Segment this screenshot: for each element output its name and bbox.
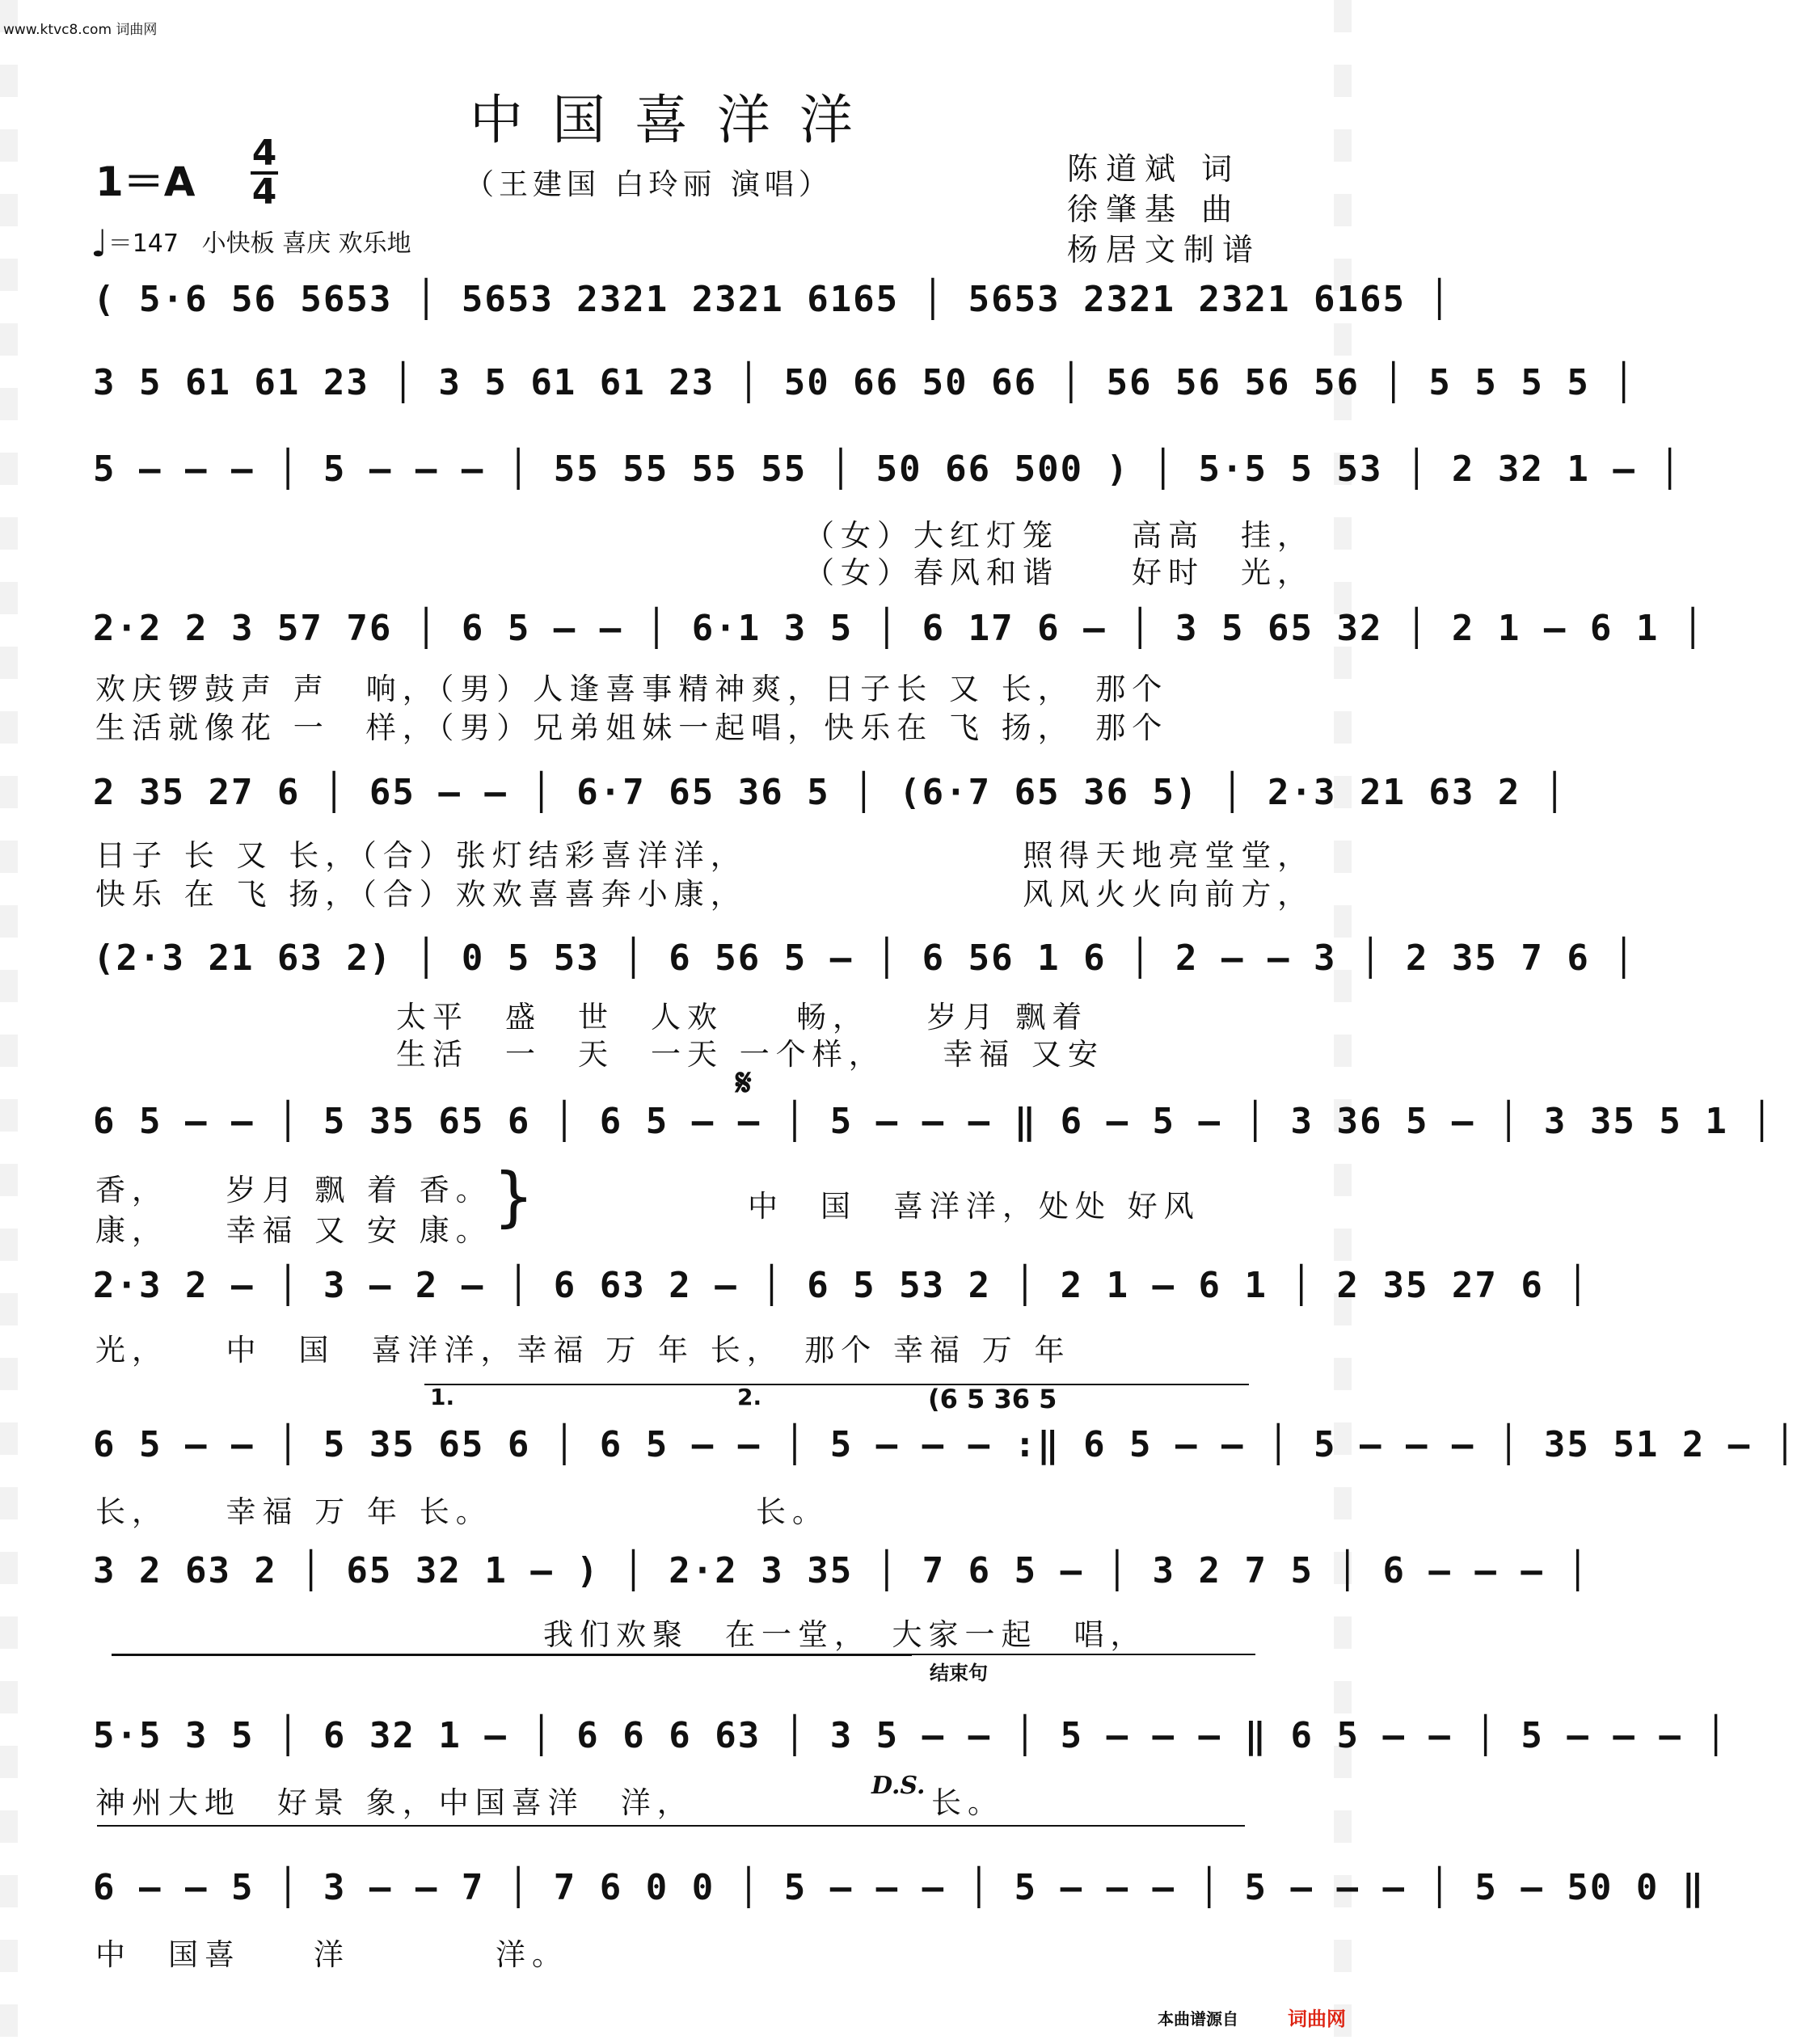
ending-label: 结束句 bbox=[930, 1662, 988, 1684]
lyric-line: （女）大红灯笼 高高 挂， bbox=[804, 518, 1314, 553]
lyric-line: 中 国喜 洋 洋。 bbox=[95, 1937, 568, 1972]
site-url: www.ktvc8.com 词曲网 bbox=[3, 22, 158, 38]
credit-composer: 徐肇基 曲 bbox=[1067, 192, 1241, 227]
music-line: 3 5 61 61 23 │ 3 5 61 61 23 │ 50 66 50 66 │ 56 56 56 56 │ 5 5 5 5 │ bbox=[93, 362, 1636, 403]
second-ending: 2. bbox=[737, 1384, 762, 1410]
segno-icon: 𝄋 bbox=[736, 1060, 752, 1104]
footer-site-link[interactable]: 词曲网 bbox=[1288, 2008, 1346, 2030]
dal-segno: D.S. bbox=[871, 1772, 926, 1800]
music-line: 2 35 27 6 │ 65 — — │ 6·7 65 36 5 │ (6·7 65 36 5) │ 2·3 21 63 2 │ bbox=[93, 772, 1567, 813]
brace-icon: } bbox=[493, 1159, 534, 1234]
section-rule bbox=[112, 1654, 912, 1656]
lyric-line: 长， 幸福 万 年 长。 bbox=[95, 1494, 492, 1529]
tempo-text: 小快板 喜庆 欢乐地 bbox=[201, 230, 411, 258]
lyric-line: 太平 盛 世 人欢 畅， 岁月 飘着 bbox=[396, 1000, 1089, 1035]
left-margin-strip bbox=[0, 0, 18, 2044]
tempo-marking bbox=[91, 221, 411, 265]
music-line: 5·5 3 5 │ 6 32 1 — │ 6 6 6 63 │ 3 5 — — │ 5 — — — ‖ 6 5 — — │ 5 — — — │ bbox=[93, 1715, 1728, 1756]
music-line: 5 — — — │ 5 — — — │ 55 55 55 55 │ 50 66 500 ) │ 5·5 5 53 │ 2 32 1 — │ bbox=[93, 449, 1682, 490]
credit-lyricist: 陈道斌 词 bbox=[1067, 151, 1241, 187]
music-line: 6 5 — — │ 5 35 65 6 │ 6 5 — — │ 5 — — — :‖ 6 5 — — │ 5 — — — │ 35 51 2 — │ bbox=[93, 1424, 1797, 1465]
aside-notes: (6 5 36 5 bbox=[928, 1384, 1057, 1414]
time-signature bbox=[251, 133, 278, 213]
lyric-line: （女）春风和谐 好时 光， bbox=[804, 555, 1314, 590]
lyric-line: 日子 长 又 长，（合）张灯结彩喜洋洋， 照得天地亮堂堂， bbox=[95, 838, 1314, 873]
music-line: 2·2 2 3 57 76 │ 6 5 — — │ 6·1 3 5 │ 6 17 6 — │ 3 5 65 32 │ 2 1 — 6 1 │ bbox=[93, 608, 1706, 649]
credit-transcriber: 杨居文制谱 bbox=[1067, 232, 1262, 268]
time-signature-bottom: 4 bbox=[251, 171, 277, 213]
music-line: 2·3 2 — │ 3 — 2 — │ 6 63 2 — │ 6 5 53 2 │ 2 1 — 6 1 │ 2 35 27 6 │ bbox=[93, 1265, 1590, 1306]
lyric-line: 康， 幸福 又 安 康。 bbox=[95, 1213, 492, 1248]
music-line: (2·3 21 63 2) │ 0 5 53 │ 6 56 5 — │ 6 56 1 6 │ 2 — — 3 │ 2 35 7 6 │ bbox=[93, 938, 1636, 979]
quarter-note-icon: ♩ bbox=[91, 221, 108, 265]
music-line: 3 2 63 2 │ 65 32 1 — ) │ 2·2 3 35 │ 7 6 5 — │ 3 2 7 5 │ 6 — — — │ bbox=[93, 1550, 1590, 1591]
lyric-line: 长。 bbox=[756, 1494, 829, 1529]
slur-line bbox=[97, 1825, 1245, 1827]
lyric-line: 生活 一 天 一天 一个样， 幸福 又安 bbox=[396, 1037, 1105, 1072]
lyric-line: 香， 岁月 飘 着 香。 bbox=[95, 1173, 492, 1207]
ending-bracket bbox=[912, 1654, 1255, 1655]
lyric-line: 生活就像花 一 样，（男）兄弟姐妹一起唱，快乐在 飞 扬， 那个 bbox=[95, 710, 1169, 745]
lyric-line: 神州大地 好景 象，中国喜洋 洋， bbox=[95, 1785, 694, 1820]
music-line: 6 5 — — │ 5 35 65 6 │ 6 5 — — │ 5 — — — ‖ 6 — 5 — │ 3 36 5 — │ 3 35 5 1 │ bbox=[93, 1101, 1774, 1142]
music-line: ( 5·6 56 5653 │ 5653 2321 2321 6165 │ 5653 2321 2321 6165 │ bbox=[93, 279, 1452, 320]
first-ending: 1. bbox=[430, 1384, 455, 1410]
lyric-line: 快乐 在 飞 扬，（合）欢欢喜喜奔小康， 风风火火向前方， bbox=[95, 877, 1314, 912]
time-signature-top: 4 bbox=[251, 133, 277, 174]
tempo-value: ＝147 bbox=[108, 230, 179, 258]
lyric-line: 长。 bbox=[931, 1785, 1004, 1820]
lyric-line: 欢庆锣鼓声 声 响，（男）人逢喜事精神爽，日子长 又 长， 那个 bbox=[95, 672, 1169, 706]
lyric-line: 我们欢聚 在一堂， 大家一起 唱， bbox=[543, 1617, 1147, 1652]
song-title: 中国喜洋洋 bbox=[470, 89, 882, 151]
lyric-line: 中 国 喜洋洋，处处 好风 bbox=[748, 1189, 1200, 1224]
performers: （王建国 白玲丽 演唱） bbox=[465, 168, 833, 201]
lyric-line: 光， 中 国 喜洋洋，幸福 万 年 长， 那个 幸福 万 年 bbox=[95, 1333, 1071, 1368]
footer-source: 本曲谱源自 bbox=[1158, 2009, 1238, 2029]
volta-bracket bbox=[424, 1384, 732, 1385]
key-signature: 1＝A bbox=[95, 158, 196, 205]
music-line: 6 — — 5 │ 3 — — 7 │ 7 6 0 0 │ 5 — — — │ 5 — — — │ 5 — — — │ 5 — 50 0 ‖ bbox=[93, 1867, 1706, 1908]
